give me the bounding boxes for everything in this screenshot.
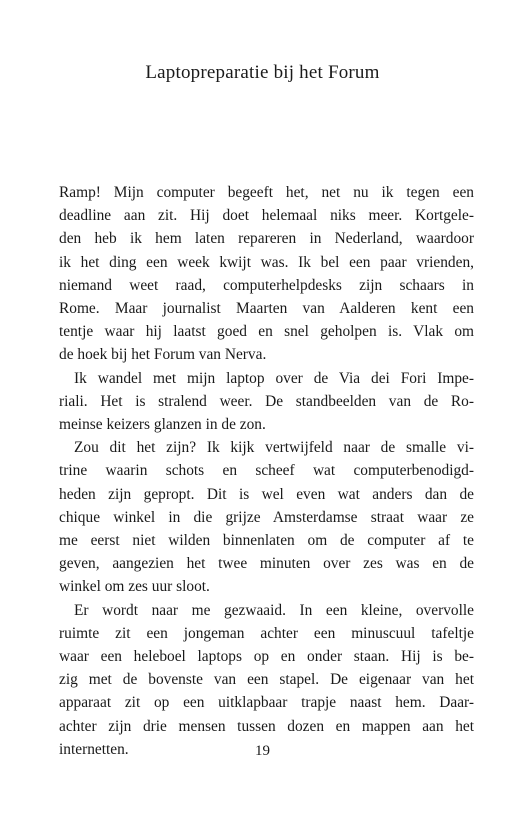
text-line: achter zijn drie mensen tussen dozen en mappen aan het bbox=[59, 717, 474, 735]
paragraph-4 bbox=[59, 599, 474, 761]
text-line: riali. Het is stralend weer. De standbeelden van de Ro- bbox=[59, 392, 474, 410]
text-line: ruimte zit een jongeman achter een minuscuul tafeltje bbox=[59, 624, 474, 642]
paragraph-2 bbox=[59, 367, 474, 437]
page-number: 19 bbox=[255, 743, 270, 759]
text-line: Ik wandel met mijn laptop over de Via dei Fori Impe- bbox=[74, 369, 474, 387]
body-text bbox=[59, 181, 474, 761]
text-line: winkel om zes uur sloot. bbox=[59, 578, 210, 596]
text-line: me eerst niet wilden binnenlaten om de computer af te bbox=[59, 532, 474, 550]
text-line: niemand weet raad, computerhelpdesks zijn schaars in bbox=[59, 276, 474, 294]
text-line: zig met de bovenste van een stapel. De eigenaar van het bbox=[59, 671, 474, 689]
text-line: Er wordt naar me gezwaaid. In een kleine, overvolle bbox=[74, 601, 474, 619]
text-line: Zou dit het zijn? Ik kijk vertwijfeld naar de smalle vi- bbox=[74, 439, 474, 457]
paragraph-1 bbox=[59, 181, 474, 367]
text-line: waar een heleboel laptops op en onder staan. Hij is be- bbox=[59, 648, 474, 666]
text-line: tentje waar hij laatst goed en snel geholpen is. Vlak om bbox=[59, 323, 474, 341]
text-line: den heb ik hem laten repareren in Nederland, waardoor bbox=[59, 230, 474, 248]
text-line: meinse keizers glanzen in de zon. bbox=[59, 416, 266, 434]
text-line: trine waarin schots en scheef wat computerbenodigd- bbox=[59, 462, 474, 480]
text-line: ik het ding een week kwijt was. Ik bel een paar vrienden, bbox=[59, 253, 474, 271]
text-line: de hoek bij het Forum van Nerva. bbox=[59, 346, 267, 364]
text-line: Rome. Maar journalist Maarten van Aalderen kent een bbox=[59, 300, 474, 318]
text-line: Ramp! Mijn computer begeeft het, net nu ik tegen een bbox=[59, 184, 474, 201]
text-line: internetten. bbox=[59, 740, 129, 758]
paragraph-3 bbox=[59, 436, 474, 598]
text-line: apparaat zit op een uitklapbaar trapje naast hem. Daar- bbox=[59, 694, 474, 712]
text-line: deadline aan zit. Hij doet helemaal niks meer. Kortgele- bbox=[59, 207, 474, 225]
text-line: geven, aangezien het twee minuten over zes was en de bbox=[59, 555, 474, 573]
text-line: chique winkel in die grijze Amsterdamse straat waar ze bbox=[59, 508, 474, 526]
text-line: heden zijn gepropt. Dit is wel even wat anders dan de bbox=[59, 485, 474, 503]
chapter-title: Laptopreparatie bij het Forum bbox=[145, 62, 380, 83]
